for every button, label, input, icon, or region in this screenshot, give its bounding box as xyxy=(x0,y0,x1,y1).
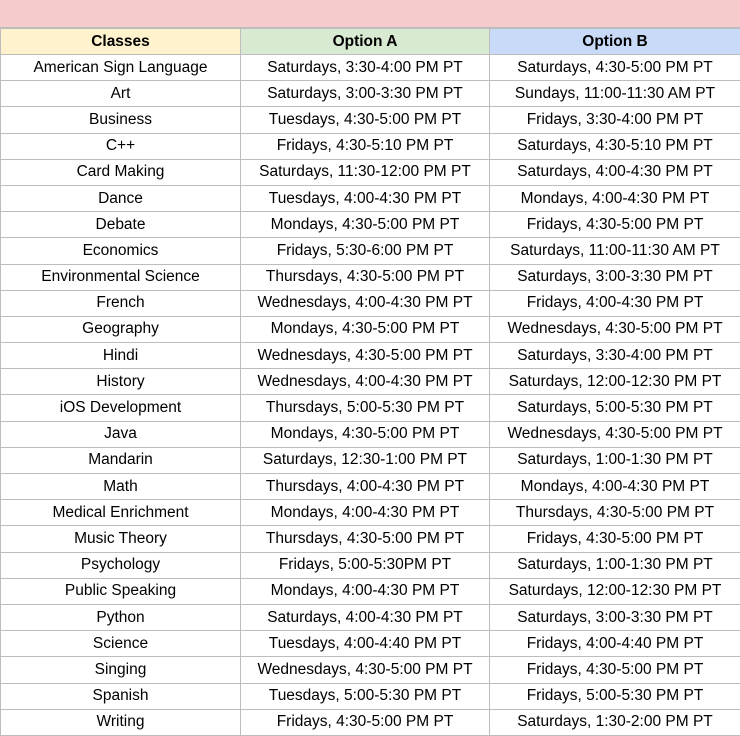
option-b-cell[interactable]: Fridays, 4:30-5:00 PM PT xyxy=(490,212,740,238)
table-row xyxy=(1,369,740,395)
option-a-cell[interactable]: Mondays, 4:30-5:00 PM PT xyxy=(241,212,490,238)
header-classes[interactable]: Classes xyxy=(1,29,241,55)
option-a-cell[interactable]: Fridays, 4:30-5:00 PM PT xyxy=(241,709,490,735)
class-name-cell[interactable]: Environmental Science xyxy=(1,264,241,290)
table-row xyxy=(1,683,740,709)
option-b-cell[interactable]: Mondays, 4:00-4:30 PM PT xyxy=(490,474,740,500)
header-option-b[interactable]: Option B xyxy=(490,29,740,55)
table-row xyxy=(1,500,740,526)
table-row xyxy=(1,604,740,630)
option-a-cell[interactable]: Thursdays, 4:30-5:00 PM PT xyxy=(241,264,490,290)
table-row xyxy=(1,238,740,264)
class-name-cell[interactable]: Psychology xyxy=(1,552,241,578)
option-b-cell[interactable]: Saturdays, 3:30-4:00 PM PT xyxy=(490,343,740,369)
option-b-cell[interactable]: Fridays, 4:30-5:00 PM PT xyxy=(490,526,740,552)
class-name-cell[interactable]: Writing xyxy=(1,709,241,735)
table-row xyxy=(1,447,740,473)
option-a-cell[interactable]: Saturdays, 12:30-1:00 PM PT xyxy=(241,447,490,473)
option-b-cell[interactable]: Saturdays, 11:00-11:30 AM PT xyxy=(490,238,740,264)
table-row xyxy=(1,657,740,683)
class-name-cell[interactable]: American Sign Language xyxy=(1,55,241,81)
option-b-cell[interactable]: Mondays, 4:00-4:30 PM PT xyxy=(490,185,740,211)
header-option-a[interactable]: Option A xyxy=(241,29,490,55)
option-a-cell[interactable]: Tuesdays, 5:00-5:30 PM PT xyxy=(241,683,490,709)
option-b-cell[interactable]: Saturdays, 1:30-2:00 PM PT xyxy=(490,709,740,735)
class-name-cell[interactable]: French xyxy=(1,290,241,316)
option-b-cell[interactable]: Thursdays, 4:30-5:00 PM PT xyxy=(490,500,740,526)
class-name-cell[interactable]: Art xyxy=(1,81,241,107)
class-name-cell[interactable]: Public Speaking xyxy=(1,578,241,604)
table-row xyxy=(1,290,740,316)
option-b-cell[interactable]: Saturdays, 12:00-12:30 PM PT xyxy=(490,578,740,604)
option-a-cell[interactable]: Tuesdays, 4:00-4:40 PM PT xyxy=(241,631,490,657)
class-name-cell[interactable]: C++ xyxy=(1,133,241,159)
table-row xyxy=(1,631,740,657)
title-banner-row[interactable] xyxy=(0,0,740,28)
option-b-cell[interactable]: Fridays, 4:30-5:00 PM PT xyxy=(490,657,740,683)
class-name-cell[interactable]: Spanish xyxy=(1,683,241,709)
class-schedule-table xyxy=(0,28,740,736)
class-name-cell[interactable]: Card Making xyxy=(1,159,241,185)
class-name-cell[interactable]: Business xyxy=(1,107,241,133)
table-row xyxy=(1,185,740,211)
option-a-cell[interactable]: Wednesdays, 4:30-5:00 PM PT xyxy=(241,657,490,683)
table-row xyxy=(1,552,740,578)
option-a-cell[interactable]: Wednesdays, 4:30-5:00 PM PT xyxy=(241,343,490,369)
option-a-cell[interactable]: Fridays, 4:30-5:10 PM PT xyxy=(241,133,490,159)
option-b-cell[interactable]: Fridays, 3:30-4:00 PM PT xyxy=(490,107,740,133)
option-a-cell[interactable]: Saturdays, 11:30-12:00 PM PT xyxy=(241,159,490,185)
class-name-cell[interactable]: Music Theory xyxy=(1,526,241,552)
option-a-cell[interactable]: Wednesdays, 4:00-4:30 PM PT xyxy=(241,369,490,395)
option-a-cell[interactable]: Mondays, 4:00-4:30 PM PT xyxy=(241,578,490,604)
option-b-cell[interactable]: Sundays, 11:00-11:30 AM PT xyxy=(490,81,740,107)
option-a-cell[interactable]: Saturdays, 3:30-4:00 PM PT xyxy=(241,55,490,81)
class-name-cell[interactable]: Medical Enrichment xyxy=(1,500,241,526)
table-row xyxy=(1,474,740,500)
header-row xyxy=(1,29,740,55)
option-b-cell[interactable]: Saturdays, 3:00-3:30 PM PT xyxy=(490,604,740,630)
table-row xyxy=(1,159,740,185)
option-a-cell[interactable]: Wednesdays, 4:00-4:30 PM PT xyxy=(241,290,490,316)
class-name-cell[interactable]: Singing xyxy=(1,657,241,683)
option-a-cell[interactable]: Saturdays, 3:00-3:30 PM PT xyxy=(241,81,490,107)
option-a-cell[interactable]: Thursdays, 4:30-5:00 PM PT xyxy=(241,526,490,552)
option-a-cell[interactable]: Mondays, 4:00-4:30 PM PT xyxy=(241,500,490,526)
table-row xyxy=(1,343,740,369)
option-b-cell[interactable]: Saturdays, 4:00-4:30 PM PT xyxy=(490,159,740,185)
class-name-cell[interactable]: Mandarin xyxy=(1,447,241,473)
table-row xyxy=(1,316,740,342)
table-row xyxy=(1,55,740,81)
table-row xyxy=(1,264,740,290)
option-b-cell[interactable]: Saturdays, 4:30-5:00 PM PT xyxy=(490,55,740,81)
option-b-cell[interactable]: Saturdays, 12:00-12:30 PM PT xyxy=(490,369,740,395)
class-name-cell[interactable]: iOS Development xyxy=(1,395,241,421)
class-name-cell[interactable]: Math xyxy=(1,474,241,500)
table-row xyxy=(1,395,740,421)
option-b-cell[interactable]: Saturdays, 4:30-5:10 PM PT xyxy=(490,133,740,159)
class-name-cell[interactable]: History xyxy=(1,369,241,395)
class-name-cell[interactable]: Geography xyxy=(1,316,241,342)
option-a-cell[interactable]: Saturdays, 4:00-4:30 PM PT xyxy=(241,604,490,630)
class-name-cell[interactable]: Science xyxy=(1,631,241,657)
option-a-cell[interactable]: Mondays, 4:30-5:00 PM PT xyxy=(241,421,490,447)
class-name-cell[interactable]: Java xyxy=(1,421,241,447)
option-b-cell[interactable]: Saturdays, 5:00-5:30 PM PT xyxy=(490,395,740,421)
option-a-cell[interactable]: Tuesdays, 4:00-4:30 PM PT xyxy=(241,185,490,211)
option-b-cell[interactable]: Fridays, 5:00-5:30 PM PT xyxy=(490,683,740,709)
option-b-cell[interactable]: Saturdays, 1:00-1:30 PM PT xyxy=(490,552,740,578)
option-b-cell[interactable]: Saturdays, 1:00-1:30 PM PT xyxy=(490,447,740,473)
class-name-cell[interactable]: Debate xyxy=(1,212,241,238)
option-a-cell[interactable]: Thursdays, 5:00-5:30 PM PT xyxy=(241,395,490,421)
option-a-cell[interactable]: Thursdays, 4:00-4:30 PM PT xyxy=(241,474,490,500)
option-a-cell[interactable]: Fridays, 5:00-5:30PM PT xyxy=(241,552,490,578)
table-row xyxy=(1,421,740,447)
class-name-cell[interactable]: Economics xyxy=(1,238,241,264)
option-b-cell[interactable]: Fridays, 4:00-4:30 PM PT xyxy=(490,290,740,316)
option-b-cell[interactable]: Wednesdays, 4:30-5:00 PM PT xyxy=(490,421,740,447)
option-b-cell[interactable]: Fridays, 4:00-4:40 PM PT xyxy=(490,631,740,657)
option-b-cell[interactable]: Saturdays, 3:00-3:30 PM PT xyxy=(490,264,740,290)
table-row xyxy=(1,526,740,552)
table-body xyxy=(1,55,740,736)
option-a-cell[interactable]: Fridays, 5:30-6:00 PM PT xyxy=(241,238,490,264)
class-name-cell[interactable]: Hindi xyxy=(1,343,241,369)
table-row xyxy=(1,709,740,735)
table-row xyxy=(1,81,740,107)
table-row xyxy=(1,133,740,159)
option-b-cell[interactable]: Wednesdays, 4:30-5:00 PM PT xyxy=(490,316,740,342)
table-row xyxy=(1,578,740,604)
class-name-cell[interactable]: Python xyxy=(1,604,241,630)
class-name-cell[interactable]: Dance xyxy=(1,185,241,211)
table-row xyxy=(1,107,740,133)
table-row xyxy=(1,212,740,238)
option-a-cell[interactable]: Mondays, 4:30-5:00 PM PT xyxy=(241,316,490,342)
option-a-cell[interactable]: Tuesdays, 4:30-5:00 PM PT xyxy=(241,107,490,133)
